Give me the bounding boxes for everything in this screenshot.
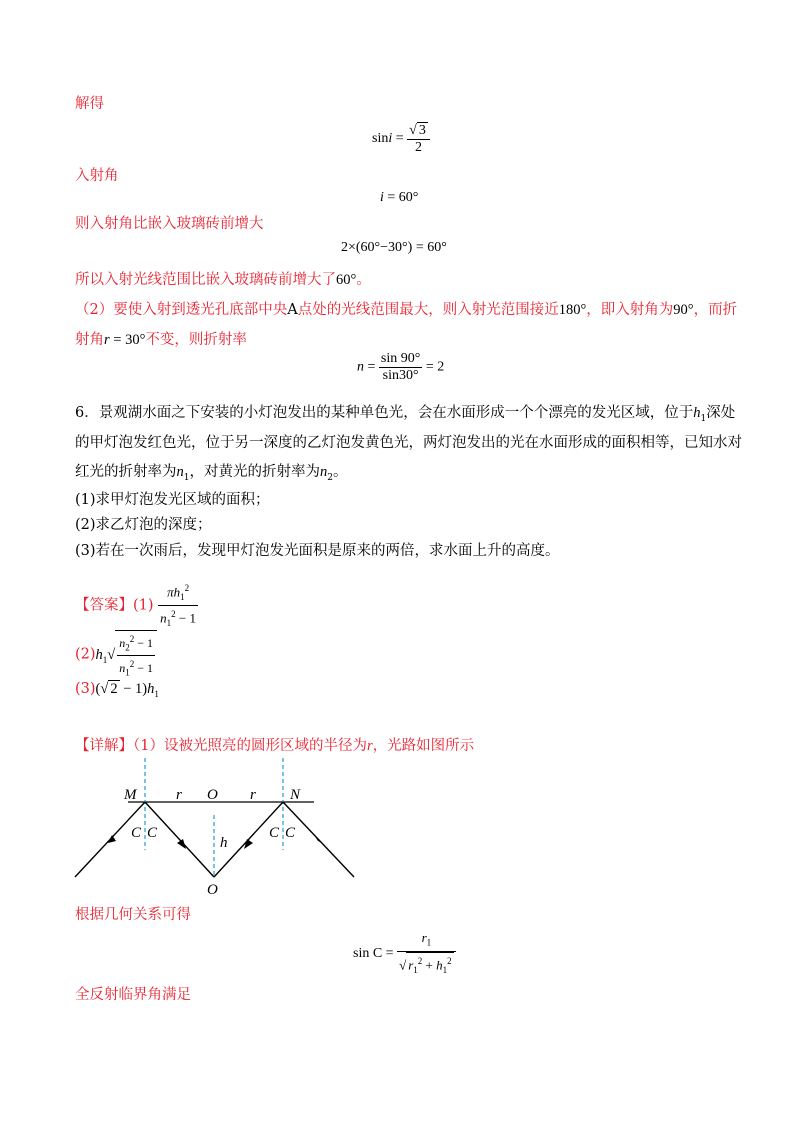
label-N: N <box>290 787 301 803</box>
text-increase: 则入射角比嵌入玻璃砖前增大 <box>75 216 264 232</box>
question-line2: 的甲灯泡发红色光，位于另一深度的乙灯泡发黄色光，两灯泡发出的光在水面形成的面积相等，已知水对 <box>75 435 742 451</box>
equation-sin-i: sini = $\frac{√ 3}{2}$ <box>372 122 430 156</box>
text-jie-de: 解得 <box>75 96 104 112</box>
question-sub1: (1)求甲灯泡发光区域的面积； <box>75 492 270 508</box>
answer-2: $(2)h_1√$ $\frac{n_2^2 - 1}{n_1^2 - 1}$ <box>75 630 157 681</box>
answer-1: 【答案】(1) $\frac{\pi h_1^2}{n_1^2 - 1}$ <box>75 580 198 631</box>
arrow-icon <box>108 835 116 843</box>
label-r-right: r <box>250 787 256 803</box>
question-line1: 6．景观湖水面之下安装的小灯泡发出的某种单色光，会在水面形成一个个漂亮的发光区域，位于$h_1$深处 <box>75 405 736 424</box>
text-so-increase: 所以入射光线范围比嵌入玻璃砖前增大了60°。 <box>75 272 371 288</box>
label-M: M <box>124 787 137 803</box>
equation-i: i = 60° <box>380 190 419 205</box>
text-part2-line1: （2）要使入射到透光孔底部中央A点处的光线范围最大，则入射光范围接近180°，即入射角为90°，而折 <box>75 302 738 318</box>
label-C4: C <box>285 825 296 841</box>
label-r-left: r <box>176 787 182 803</box>
question-line3: 红光的折射率为$n_1$，对黄光的折射率为$n_2$。 <box>75 464 348 483</box>
arrow-icon <box>244 839 253 849</box>
equation-sinC: sin C = $\frac{r_1}{√ r_1^2 + h_1^2}$ <box>353 930 456 978</box>
text-part2-line2: 射角r = 30°不变，则折射率 <box>75 332 247 348</box>
text-incident-angle: 入射角 <box>75 168 119 184</box>
label-C1: C <box>131 825 142 841</box>
question-sub3: (3)若在一次雨后，发现甲灯泡发光面积是原来的两倍，求水面上升的高度。 <box>75 543 560 559</box>
equation-n: n = $\frac{\sin 90^\circ}{\sin 30^\circ}$ = 2 <box>357 351 445 383</box>
light-path-diagram <box>70 755 370 900</box>
detail-intro: 【详解】（1）设被光照亮的圆形区域的半径为r，光路如图所示 <box>75 738 475 754</box>
text-geometry: 根据几何关系可得 <box>75 907 191 923</box>
answer-3: (3)(√ $2 - 1)h_1$ <box>75 681 159 699</box>
text-critical-angle: 全反射临界角满足 <box>75 987 191 1003</box>
arrow-icon <box>177 839 186 849</box>
equation-double: 2×(60°−30°) = 60° <box>341 240 447 255</box>
question-sub2: (2)求乙灯泡的深度； <box>75 517 212 533</box>
arrow-icon <box>314 835 322 843</box>
label-C3: C <box>269 825 280 841</box>
label-C2: C <box>147 825 158 841</box>
label-h: h <box>220 835 228 851</box>
label-O-top: O <box>207 787 218 803</box>
label-O-bottom: O <box>207 882 218 898</box>
